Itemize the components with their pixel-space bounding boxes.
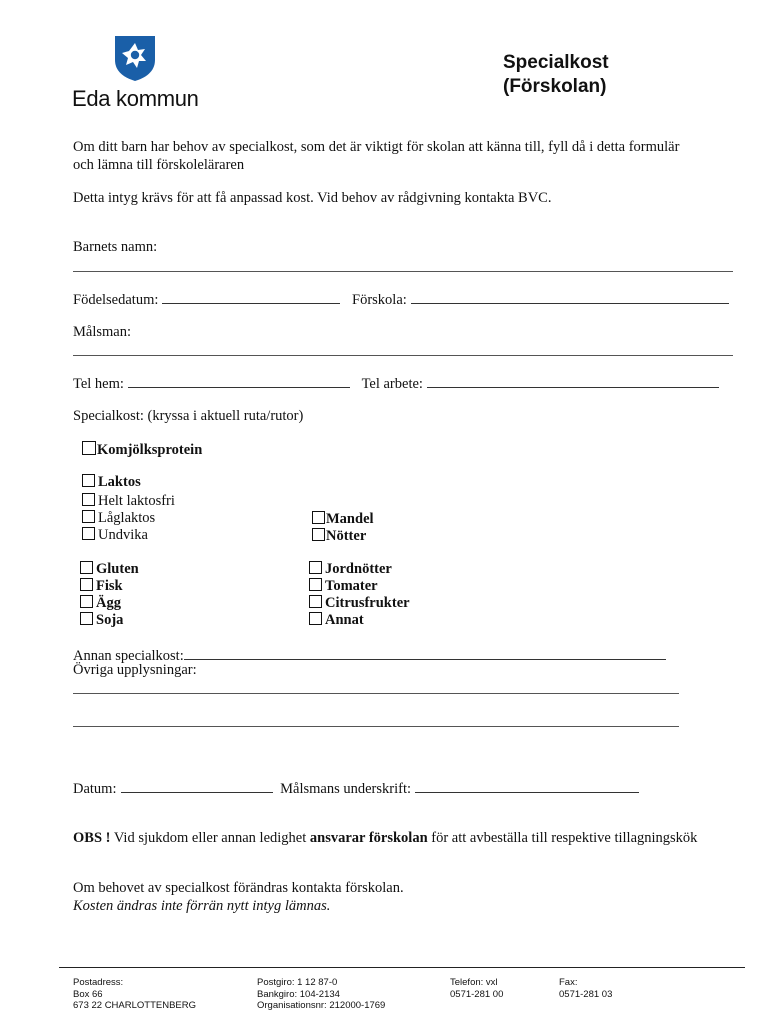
phone-work-field[interactable] (427, 373, 719, 388)
intro-line-1: Om ditt barn har behov av specialkost, som det är viktigt för skolan att känna till, fyll då i detta formulär (73, 139, 680, 155)
diet-item-almond[interactable]: Mandel (312, 510, 374, 528)
guardian-label: Målsman: (73, 324, 131, 340)
closing (73, 879, 404, 915)
checkbox[interactable] (309, 561, 322, 574)
guardian-signature-label: Målsmans underskrift: (280, 781, 412, 797)
other-info-label: Övriga upplysningar: (73, 662, 197, 678)
checkbox[interactable] (80, 595, 93, 608)
diet-item-milk-protein[interactable]: Komjölksprotein (82, 441, 202, 459)
checkbox[interactable] (309, 612, 322, 625)
child-name-label: Barnets namn: (73, 239, 158, 255)
diet-item-lactose[interactable]: Laktos (82, 473, 141, 491)
logo (72, 34, 202, 110)
notice-obs: OBS ! (73, 830, 111, 846)
checkbox[interactable] (82, 474, 95, 487)
coat-of-arms-icon (112, 34, 158, 82)
diet-item-tomatoes[interactable]: Tomater (309, 577, 378, 595)
other-diet-field[interactable] (184, 645, 666, 660)
diet-item-soy[interactable]: Soja (80, 611, 123, 629)
diet-item-citrus[interactable]: Citrusfrukter (309, 594, 410, 612)
intro-line-2: och lämna till förskoleläraren (73, 157, 245, 173)
guardian-signature-field[interactable] (415, 778, 639, 793)
diet-item-gluten[interactable]: Gluten (80, 560, 139, 578)
title-line-2: (Förskolan) (503, 76, 607, 97)
date-field[interactable] (121, 778, 273, 793)
diet-item-low-lactose[interactable]: Låglaktos (82, 509, 155, 527)
phone-work-label: Tel arbete: (361, 376, 423, 392)
diet-item-other[interactable]: Annat (309, 611, 364, 629)
closing-line-2: Kosten ändras inte förrän nytt intyg lämnas. (73, 898, 331, 914)
checkbox[interactable] (82, 493, 95, 506)
signature-row (73, 778, 639, 798)
diet-heading: Specialkost: (kryssa i aktuell ruta/rutor) (73, 408, 304, 424)
diet-item-avoid[interactable]: Undvika (82, 526, 148, 544)
footer-phone: Telefon: vxl 0571-281 00 (450, 977, 504, 1000)
diet-item-peanuts[interactable]: Jordnötter (309, 560, 392, 578)
phone-home-label: Tel hem: (73, 376, 124, 392)
guardian-line[interactable] (73, 355, 733, 356)
phone-home-field[interactable] (128, 373, 350, 388)
diet-item-lactose-free[interactable]: Helt laktosfri (82, 492, 175, 510)
logo-name: Eda kommun (72, 86, 199, 111)
page-title (503, 51, 609, 99)
checkbox[interactable] (312, 511, 325, 524)
preschool-field[interactable] (411, 289, 729, 304)
birth-date-row (73, 289, 729, 309)
footer-fax: Fax: 0571-281 03 (559, 977, 613, 1000)
checkbox[interactable] (80, 612, 93, 625)
child-name-line[interactable] (73, 271, 733, 272)
intro-paragraph-2: Detta intyg krävs för att få anpassad kost. Vid behov av rådgivning kontakta BVC. (73, 190, 552, 206)
footer-divider (59, 967, 745, 968)
footer-giro: Postgiro: 1 12 87-0 Bankgiro: 104-2134 Organisationsnr: 212000-1769 (257, 977, 386, 1011)
checkbox[interactable] (82, 441, 96, 455)
diet-item-fish[interactable]: Fisk (80, 577, 123, 595)
footer-postal: Postadress: Box 66 673 22 CHARLOTTENBERG (73, 977, 197, 1011)
notice: OBS ! Vid sjukdom eller annan ledighet ansvarar förskolan för att avbeställa till respektive tillagningskök (73, 830, 698, 846)
title-line-1: Specialkost (503, 52, 609, 73)
closing-line-1: Om behovet av specialkost förändras kontakta förskolan. (73, 880, 404, 896)
checkbox[interactable] (80, 561, 93, 574)
other-info-line-1[interactable] (73, 693, 679, 694)
birth-date-label: Födelsedatum: (73, 292, 159, 308)
date-label: Datum: (73, 781, 117, 797)
checkbox[interactable] (82, 510, 95, 523)
birth-date-field[interactable] (162, 289, 340, 304)
diet-item-egg[interactable]: Ägg (80, 594, 121, 612)
other-diet-label: Annan specialkost: (73, 648, 184, 664)
diet-item-nuts[interactable]: Nötter (312, 527, 366, 545)
checkbox[interactable] (82, 527, 95, 540)
phone-row (73, 373, 719, 393)
other-info-line-2[interactable] (73, 726, 679, 727)
checkbox[interactable] (80, 578, 93, 591)
checkbox[interactable] (309, 578, 322, 591)
checkbox[interactable] (312, 528, 325, 541)
checkbox[interactable] (309, 595, 322, 608)
preschool-label: Förskola: (352, 292, 407, 308)
intro-paragraph (73, 138, 679, 174)
